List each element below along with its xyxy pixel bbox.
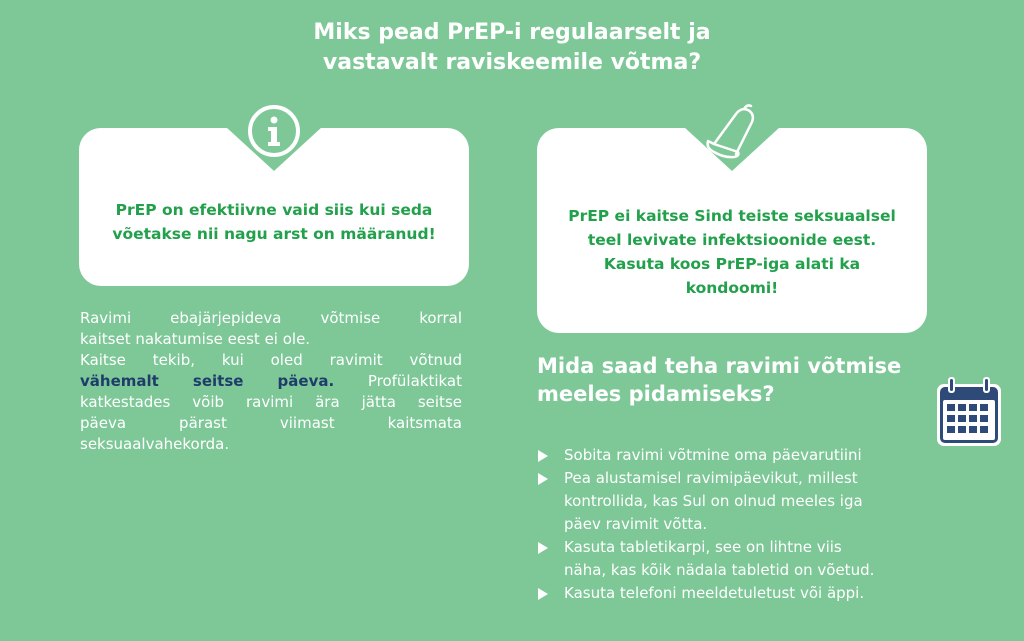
tip-line: Sobita ravimi võtmine oma päevarutiini [564,446,862,464]
info-card-line-1: PrEP on efektiivne vaid siis kui seda [115,201,433,219]
list-item [537,444,957,467]
tips-heading-line-1: Mida saad teha ravimi võtmise [537,354,902,378]
condom-card-text [547,204,917,300]
paragraph-line-rest: Profülaktikat [334,372,462,390]
condom-card-line-2: teel levivate infektsioonide eest. [587,231,877,249]
title-line-2: vastavalt raviskeemile võtma? [322,50,702,75]
info-card-text [89,198,459,246]
condom-card-line-3: Kasuta koos PrEP-iga alati ka [603,255,861,273]
paragraph-line [80,371,462,392]
info-card-line-2: võetakse nii nagu arst on määranud! [112,225,436,243]
bullet-arrow-icon [538,542,548,554]
tips-heading-line-2: meeles pidamiseks? [537,382,775,406]
condom-card-line-4: kondoomi! [685,279,779,297]
list-item [537,467,957,536]
tip-line: Kasuta tabletikarpi, see on lihtne viis [564,538,842,556]
paragraph-highlight: vähemalt seitse päeva. [80,372,335,390]
paragraph-line: kaitset nakatumise eest ei ole. [80,330,311,348]
tip-line: näha, kas kõik nädala tabletid on võetud. [564,561,875,579]
paragraph-line: Kaitse tekib, kui oled ravimit võtnud [80,351,462,369]
tip-line: Pea alustamisel ravimipäevikut, millest [564,469,858,487]
tip-line: Kasuta telefoni meeldetuletust või äppi. [564,584,865,602]
condom-icon [700,100,764,166]
tips-list [537,444,957,605]
bullet-arrow-icon [538,450,548,462]
bullet-arrow-icon [538,588,548,600]
list-item [537,582,957,605]
page-title [0,18,1024,78]
info-icon [246,103,302,159]
tip-line: kontrollida, kas Sul on olnud meeles iga [564,492,863,510]
tips-heading [537,352,937,408]
paragraph-line: seksuaalvahekorda. [80,435,230,453]
title-line-1: Miks pead PrEP-i regulaarselt ja [313,20,711,45]
tip-line: päev ravimit võtta. [564,515,708,533]
paragraph-line: päeva pärast viimast kaitsmata [80,414,462,432]
info-paragraph [80,308,462,455]
list-item [537,536,957,582]
paragraph-line: Ravimi ebajärjepideva võtmise korral [80,309,462,327]
bullet-arrow-icon [538,473,548,485]
paragraph-line: katkestades võib ravimi ära jätta seitse [80,393,462,411]
calendar-icon [933,374,1005,450]
condom-card-line-1: PrEP ei kaitse Sind teiste seksuaalsel [568,207,896,225]
